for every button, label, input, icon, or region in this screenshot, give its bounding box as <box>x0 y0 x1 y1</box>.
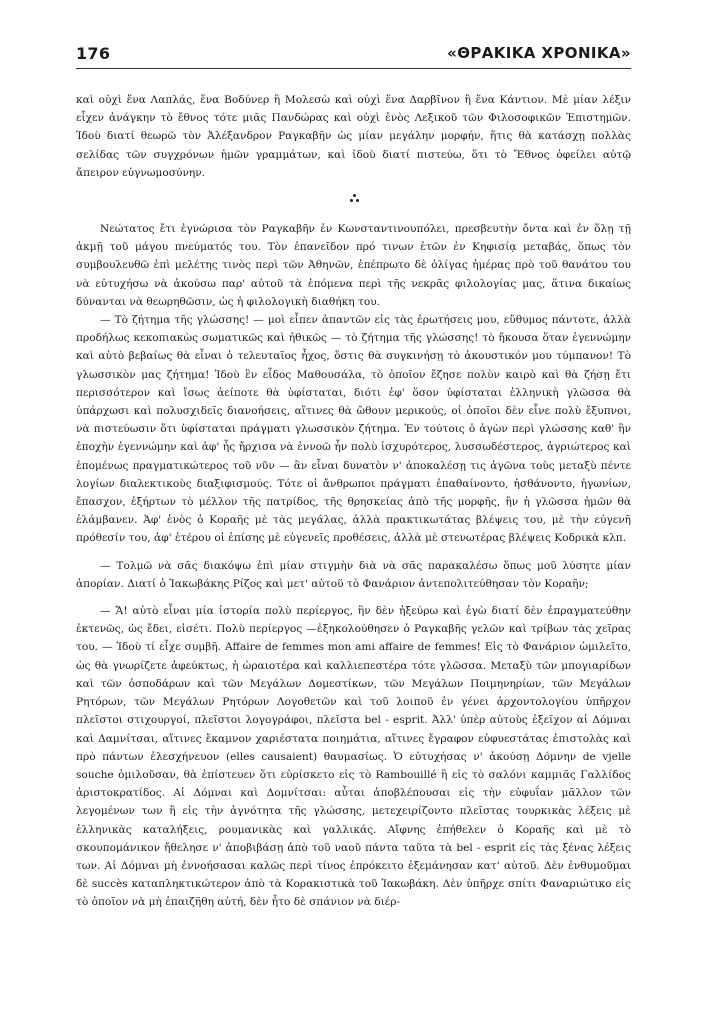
page-header <box>76 42 631 69</box>
paragraph: — Ἄ! αὐτὸ εἶναι μία ἱστορία πολὺ περίεργος, ἣν δὲν ἠξεύρω καὶ ἐγὼ διατί δὲν ἐπραγματεύθην ἐκτενῶς, ὡς ἔδει, εἰσέτι. Πολὺ περίεργος —ἐξηκολούθησεν ὁ Ραγκαβῆς γελῶν καὶ τρίβων τὰς χεῖρας του. — Ἰδοὺ τί εἶχε συμβῆ. Affaire de femmes mon ami affaire de femmes! Εἰς τὸ Φανάριον ὡμιλεῖτο, ὡς θὰ γνωρίζετε ἀφεύκτως, ἡ ὡραιοτέρα καὶ καλλιεπεστέρα τότε γλῶσσα. Μεταξὺ τῶν μπογιαρίδων καὶ τῶν ὀσποδάρων καὶ τῶν Μεγάλων Δομεστίκων, τῶν Μεγάλων Ποιμηνηρίων, τῶν Μεγάλων Ρητόρων, τῶν Μεγάλων Ρητόρων Λογοθετῶν καὶ τοῦ λοιποῦ ἐν γένει ἀρχοντολογίου ὑπῆρχον πλεῖστοι στιχουργοί, πλεῖστοι λογογράφοι, πλεῖστα bel - esprit. Ἀλλ' ὑπὲρ αὐτοὺς ἐξεῖχον αἱ Δόμναι καὶ Δαμνίτσαι, αἵτινες ἔκαμνον χαριέστατα ποιημάτια, αἵτινες ἔγραφον εὐφυεστάτας ἐπιστολὰς καὶ πρὸ πάντων ἐλεσχήνευον (elles causaient) θαυμασίως. Ὁ εὐτυχήσας ν' ἀκούσῃ Δόμνην de vjelle souche ὁμιλοῦσαν, θὰ ἐπίστευεν ὅτι εὑρίσκετο εἰς τὸ Rambouillé ἢ εἰς τὸ σαλόνι καμμιᾶς Γαλλίδος ἀριστοκρατίδος. Αἱ Δόμναι καὶ Δομνίτσαι: αὗται ἀποβλέπουσαι εἰς τὴν εὐφυΐαν μᾶλλον τῶν λεγομένων των ἢ εἰς τὴν ἁγνότητα τῆς γλώσσης, μετεχειρίζοντο πλεῖστας τουρκικὰς λέξεις μὲ ἑλληνικὰς καταλήξεις, ρουμανικὰς καὶ γαλλικάς. Αἴφνης ἐπήθελεν ὁ Κοραῆς καὶ μὲ τὸ σκουπομάνικον ἤθελησε ν' ἀποβιβάσῃ ἀπὸ τοῦ ναοῦ πάντα ταῦτα τὰ bel - esprit εἰς τὰς ξένας λέξεις των. Αἱ Δόμναι μὴ ἐννοήσασαι καλῶς περὶ τίνος ἐπρόκειτο ἐξεμάνησαν κατ' αὐτοῦ. Δὲν ἐνθυμοῦμαι δὲ succès καταπληκτικώτερον ἀπὸ τὰ Κορακιστικὰ τοῦ Ἰακωβάκη. Δὲν ὑπῆρχε σπίτι Φαναριώτικο εἰς τὸ ὁποῖον νὰ μὴ ἐπαιζῆθη αὐτή, δὲν ἦτο δὲ σπάνιον νὰ διέρ- <box>76 605 631 909</box>
body-text <box>76 91 631 912</box>
paragraph: — Τὸ ζήτημα τῆς γλώσσης! — μοὶ εἶπεν ἀπαντῶν εἰς τὰς ἐρωτήσεις μου, εὔθυμος πάντοτε, ἀλλὰ προδήλως κεκοπιακὼς σωματικῶς καὶ ἠθικῶς — τὸ ζήτημα τῆς γλώσσης! τὸ ἤκουσα ὅταν ἐγεννώμην καὶ αὐτὸ βεβαίως θὰ εἶναι ὁ τελευταῖος ἦχος, ὅστις θὰ συγκινήσῃ τὸ ἀκουστικόν μου τύμπανον! Τὸ γλωσσικὸν μας ζήτημα! Ἰδοὺ ἓν εἶδος Μαθουσάλα, τὸ ὁποῖον ἔζησε πολὺν καιρὸ καὶ θὰ ζήσῃ ἔτι περισσότερον καὶ ἴσως ἀείποτε θὰ ὑφίσταται, διότι ἐφ' ὅσον ὑφίσταται ἑλληνικὴ γλῶσσα θὰ ὑπάρχωσι καὶ πολυσχιδεῖς διανοήσεις, αἵτινες θὰ ὤθουν μερικούς, οἱ ὁποῖοι δὲν εἶνε πολὺ ἔξυπνοι, νὰ πιστεύωσιν ὅτι ὑφίσταται πράγματι γλωσσικὸν ζήτημα. Ἐν τούτοις ὁ ἀγὼν περὶ γλώσσης καθ' ἣν ἐποχὴν ἐγεννώμην καὶ ἀφ' ἧς ἤρχισα νὰ ἐννοῶ ἦν πολὺ ἰσχυρότερος, λυσσωδέστερος, ἀγριώτερος καὶ ἑπομένως πραγματικώτερος τοῦ νῦν — ἂν εἶναι δυνατὸν ν' ἀποκαλέσῃ τις ἀγῶνα τοὺς μεταξὺ πέντε λογίων διαλεκτικοὺς διαξιφισμούς. Τότε οἱ ἄνθρωποι πράγματι ἐπαθαίνοντο, ἠσθάνοντο, ἠγωνίων, ἔπασχον, ἐξήρτων τὸ μέλλον τῆς πατρίδος, τῆς θρησκείας ἀπὸ τῆς μορφῆς, ἣν ἡ γλῶσσα ἡμῶν θὰ ἐλάμβανεν. Ἀφ' ἑνὸς ὁ Κοραῆς μὲ τὰς μεγάλας, ἀλλὰ πρακτικωτάτας βλέψεις του, μὲ τὴν εὐγενῆ πρόθεσίν του, ἀφ' ἑτέρου οἱ ἐπίσης μὲ εὐγενεῖς προθέσεις, ἀλλὰ μὲ στενωτέρας βλέψεις Κοδρικὰ κλπ. <box>76 314 631 545</box>
running-title: «ΘΡΑΚΙΚΑ ΧΡΟΝΙΚΑ» <box>447 44 631 62</box>
asterism-icon <box>349 193 359 203</box>
section-separator <box>76 182 631 220</box>
paragraph: Νεώτατος ἔτι ἐγνώρισα τὸν Ραγκαβῆν ἐν Κωνσταντινουπόλει, πρεσβευτὴν ὄντα καὶ ἐν ὅλῃ τῇ ἀκμῇ τοῦ μάγου πνεύματός του. Τὸν ἐπανεῖδον πρό τινων ἐτῶν ἐν Κηφισίᾳ μεταβάς, ὅπως τὸν συμβουλευθῶ ἐπὶ μελέτης τινὸς περὶ τῶν Ἀθηνῶν, ἐπέπρωτο δὲ ὀλίγας ἡμέρας πρὸ τοῦ θανάτου του νὰ εὐτυχήσω νὰ ἀκούσω παρ' αὐτοῦ τὰ ἑπόμενα περὶ τῆς νεκρᾶς φιλολογίας μας, ἅτινα δικαίως δύνανται νὰ θεωρηθῶσιν, ὡς ἡ φιλολογικὴ διαθήκη του. <box>76 223 631 308</box>
paragraph: — Τολμῶ νὰ σᾶς διακόψω ἐπὶ μίαν στιγμὴν διὰ νὰ σᾶς παρακαλέσω ὅπως μοῦ λύσητε μίαν ἀπορίαν. Διατί ὁ Ἰακωβάκης Ρίζος καὶ μετ' αὐτοῦ τὸ Φανάριον ἀντεπολιτεύθησαν τὸν Κοραῆν; <box>76 559 631 590</box>
paragraph: καὶ οὐχὶ ἕνα Λαπλάς, ἕνα Βοδύνερ ἢ Μολεσὼ καὶ οὐχὶ ἕνα Δαρβῖνον ἢ ἕνα Κάντιον. Μὲ μίαν λέξιν εἶχεν ἀνάγκην τὸ ἔθνος τότε μιᾶς Πανδώρας καὶ οὐχὶ ἑνὸς Λεξικοῦ τῶν Φιλοσοφικῶν Ἐπιστημῶν. Ἰδοὺ διατί θεωρῶ τὸν Ἀλέξανδρον Ραγκαβῆν ὡς μίαν μεγάλην μορφήν, ἥτις θὰ κατάσχῃ πολλὰς σελίδας τῶν συγχρόνων ἡμῶν γραμμάτων, καὶ ἰδοὺ διατί πιστεύω, ὅτι τὸ Ἔθνος ὀφείλει αὐτῷ ἄπειρον εὐγνωμοσύνην. <box>76 94 631 179</box>
page-number: 176 <box>76 44 111 63</box>
